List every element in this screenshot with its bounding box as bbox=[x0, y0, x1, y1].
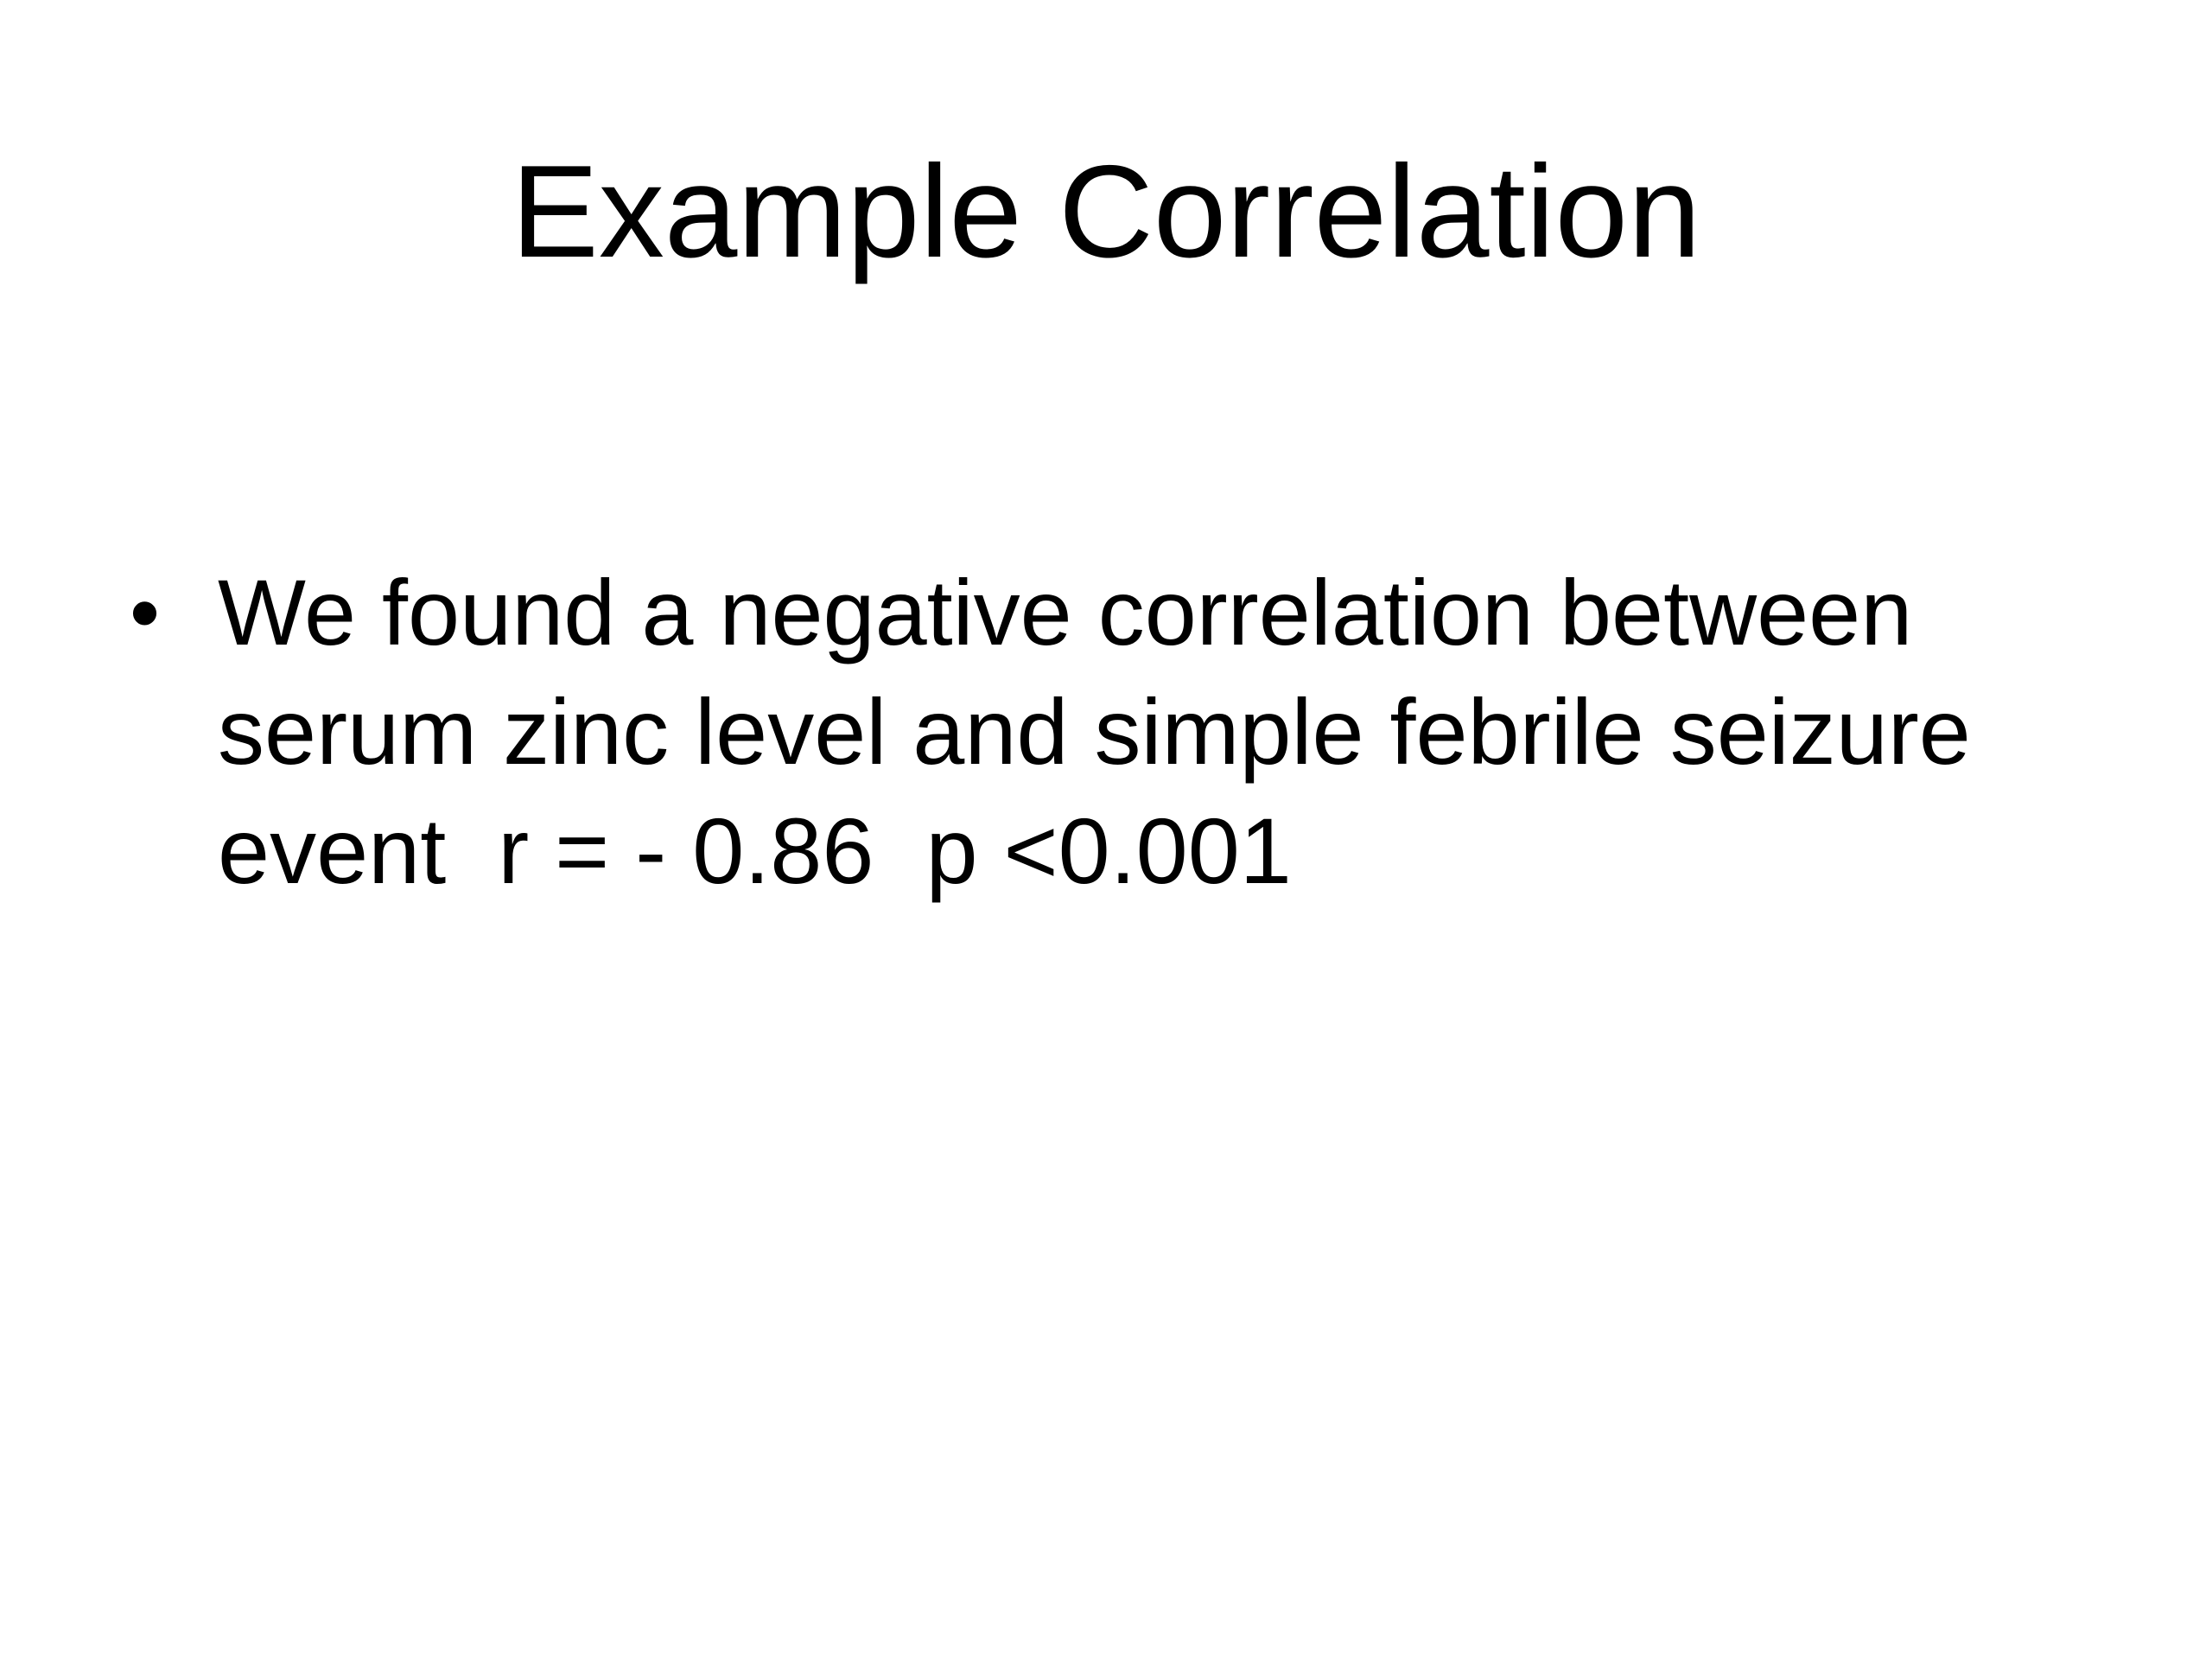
bullet-item bbox=[130, 553, 2117, 911]
bullet-marker: • bbox=[130, 564, 161, 661]
bullet-text-line-2: serum zinc level and simple febrile seizure bbox=[218, 679, 1971, 784]
bullet-text-line-3: event r = - 0.86 p <0.001 bbox=[218, 798, 1292, 903]
bullet-text-line-1: We found a negative correlation between bbox=[218, 560, 1913, 664]
bullet-list bbox=[130, 553, 2117, 911]
slide-title: Example Correlation bbox=[511, 138, 1701, 285]
